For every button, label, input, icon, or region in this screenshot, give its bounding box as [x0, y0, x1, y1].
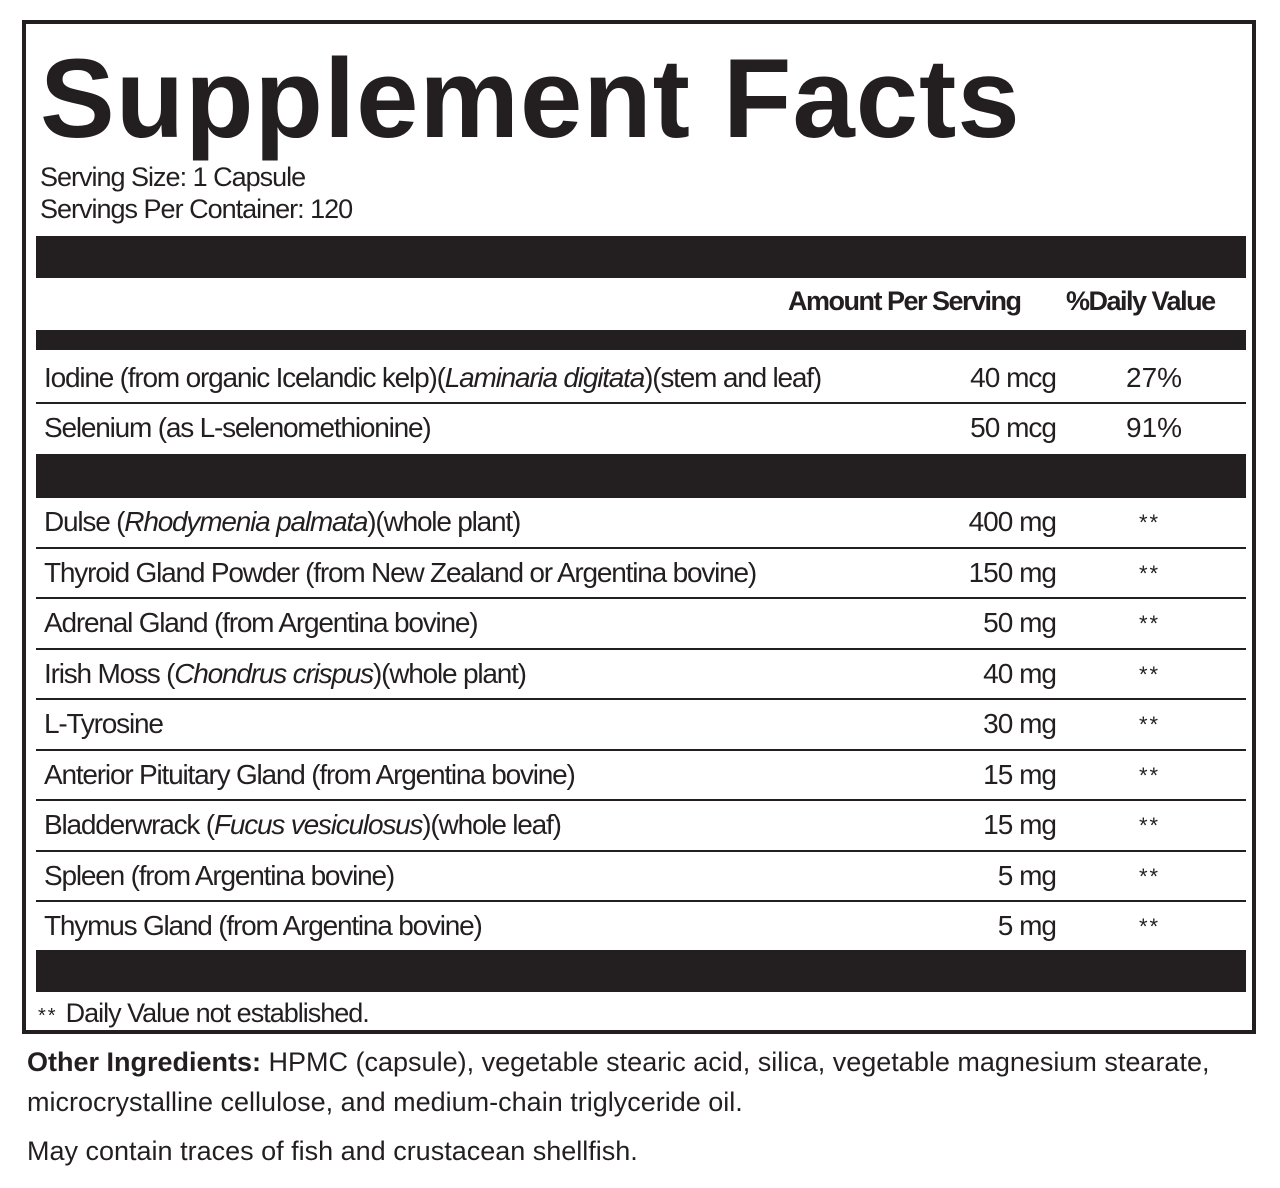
- ingredient-name: [44, 658, 526, 690]
- ingredient-name-text: Iodine (from organic Icelandic kelp)(: [44, 362, 445, 393]
- ingredient-latin-name: Rhodymenia palmata: [124, 506, 368, 537]
- ingredient-name-text: Thyroid Gland Powder (from New Zealand or Argentina bovine): [44, 556, 757, 588]
- other-ingredients: [27, 1042, 1257, 1122]
- ingredient-daily-value: 91%: [1126, 412, 1183, 443]
- allergen-warning: May contain traces of fish and crustacean shellfish.: [27, 1136, 638, 1166]
- ingredient-name-text: Selenium (as L-selenomethionine): [44, 412, 431, 443]
- ingredient-amount: 15 mg: [983, 758, 1056, 790]
- ingredient-row: [36, 801, 1246, 849]
- ingredient-row: [36, 700, 1246, 748]
- ingredient-name-text: Adrenal Gland (from Argentina bovine): [44, 607, 478, 638]
- footnote-symbol: **: [38, 1005, 58, 1027]
- medium-divider: [36, 330, 1246, 350]
- ingredient-latin-name: Laminaria digitata: [444, 362, 645, 393]
- ingredient-name: [44, 910, 482, 942]
- ingredient-name: [44, 607, 477, 639]
- ingredient-name: [44, 506, 520, 538]
- ingredient-daily-value: **: [1139, 661, 1161, 687]
- ingredient-name: [44, 809, 561, 841]
- ingredient-name-suffix: )(stem and leaf): [644, 362, 821, 393]
- ingredient-amount: 400 mg: [968, 506, 1056, 537]
- ingredient-daily-value: **: [1139, 510, 1161, 535]
- footnote-text: Daily Value not established.: [65, 998, 369, 1028]
- ingredient-name-text: Bladderwrack (: [44, 809, 214, 840]
- amount-per-serving-header: Amount Per Serving: [788, 286, 1021, 316]
- ingredient-row: [36, 650, 1246, 698]
- serving-size: Serving Size: 1 Capsule: [40, 162, 306, 192]
- ingredient-daily-value: **: [1139, 863, 1161, 889]
- ingredient-amount: 40 mcg: [970, 362, 1056, 393]
- ingredient-name-text: Anterior Pituitary Gland (from Argentina bovine): [44, 758, 575, 790]
- ingredient-amount: 15 mg: [983, 809, 1056, 840]
- ingredient-row: [36, 902, 1246, 950]
- ingredient-latin-name: Chondrus crispus: [174, 657, 373, 689]
- ingredient-row: [36, 498, 1246, 546]
- ingredient-row: [36, 354, 1246, 402]
- ingredient-name-text: Dulse (: [44, 506, 125, 537]
- ingredient-row: [36, 599, 1246, 647]
- thick-divider-blend: [36, 454, 1246, 498]
- ingredient-amount: 5 mg: [997, 910, 1056, 941]
- thick-divider-bottom: [36, 950, 1246, 992]
- ingredient-name-text: Irish Moss (: [44, 657, 175, 689]
- ingredient-name: [44, 708, 163, 740]
- ingredient-latin-name: Fucus vesiculosus: [213, 809, 423, 840]
- ingredient-name-suffix: )(whole plant): [367, 506, 521, 537]
- ingredient-amount: 150 mg: [968, 556, 1056, 588]
- ingredient-name: [44, 759, 575, 791]
- supplement-facts-panel: [22, 20, 1256, 1034]
- ingredient-name: [44, 860, 394, 892]
- other-ingredients-label: Other Ingredients:: [27, 1047, 262, 1077]
- ingredient-daily-value: **: [1139, 762, 1161, 788]
- ingredient-name-text: Thymus Gland (from Argentina bovine): [44, 910, 482, 941]
- ingredient-daily-value: **: [1139, 813, 1161, 838]
- ingredient-row: [36, 852, 1246, 900]
- ingredient-amount: 40 mg: [983, 657, 1056, 689]
- ingredient-amount: 5 mg: [997, 859, 1056, 891]
- ingredient-amount: 30 mg: [983, 708, 1056, 739]
- ingredient-daily-value: **: [1139, 712, 1161, 737]
- ingredient-amount: 50 mcg: [970, 412, 1056, 443]
- ingredient-name: [44, 362, 821, 394]
- ingredient-name-suffix: )(whole leaf): [422, 809, 561, 840]
- ingredient-daily-value: **: [1139, 560, 1161, 586]
- ingredient-daily-value: **: [1139, 611, 1161, 636]
- ingredient-name-text: L-Tyrosine: [44, 708, 163, 739]
- ingredient-row: [36, 549, 1246, 597]
- ingredient-row: [36, 404, 1246, 452]
- footnote: [38, 998, 369, 1029]
- daily-value-header: %Daily Value: [1066, 286, 1215, 316]
- ingredient-name: [44, 412, 431, 444]
- thick-divider-top: [36, 236, 1246, 278]
- other-ingredients-text: HPMC (capsule), vegetable stearic acid, silica, vegetable magnesium stearate, microcrystalline cellulose, and medium-chain triglyceride oil.: [27, 1047, 1210, 1117]
- ingredient-amount: 50 mg: [983, 607, 1056, 638]
- ingredient-daily-value: **: [1139, 914, 1161, 939]
- servings-per-container: Servings Per Container: 120: [40, 194, 353, 224]
- ingredient-name: [44, 557, 756, 589]
- ingredient-row: [36, 751, 1246, 799]
- ingredient-name-text: Spleen (from Argentina bovine): [44, 859, 394, 891]
- ingredient-daily-value: 27%: [1126, 362, 1183, 393]
- panel-title: Supplement Facts: [40, 36, 1021, 161]
- ingredient-name-suffix: )(whole plant): [372, 657, 526, 689]
